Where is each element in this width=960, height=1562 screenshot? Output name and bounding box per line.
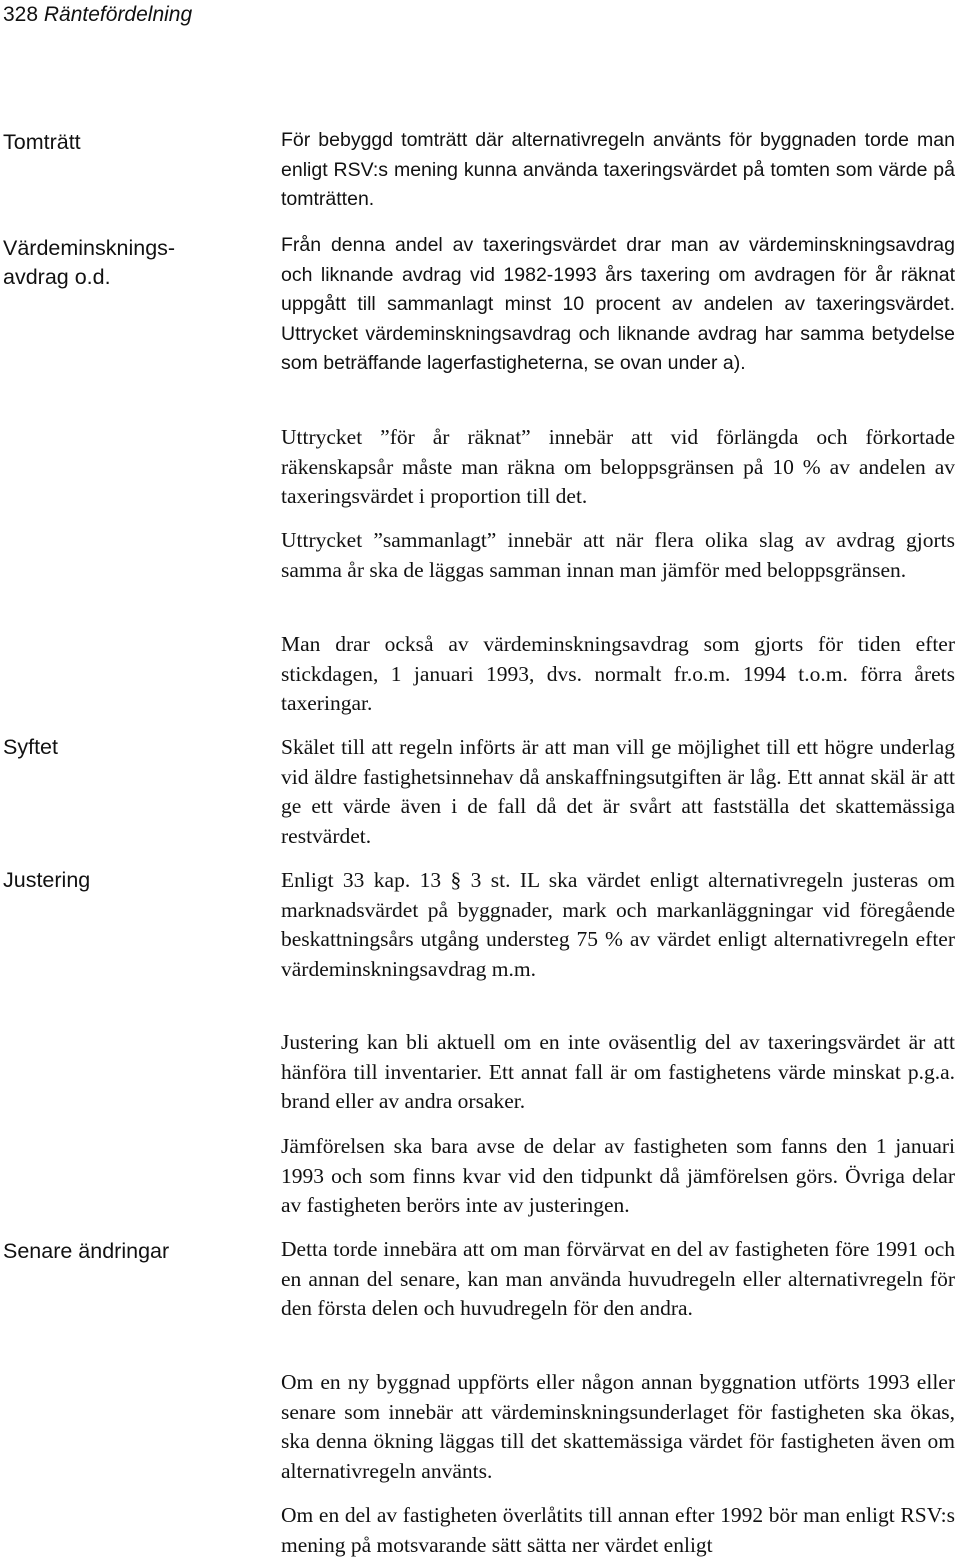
paragraph-senare-andringar: Detta torde innebära att om man förvärvat en del av fastigheten före 1991 och en annan del senare, kan man använda huvudregeln eller alternativregeln för den första delen och huvudregeln för den andra. <box>281 1237 955 1320</box>
paragraph-justering-inventarier: Justering kan bli aktuell om en inte oväsentlig del av taxeringsvärdet är att hänföra till inventarier. Ett annat fall är om fastighetens värde minskat p.g.a. brand eller av andra orsaker. <box>281 1030 955 1113</box>
page-number: 328 <box>3 3 39 26</box>
paragraph-jamforelsen: Jämförelsen ska bara avse de delar av fastigheten som fanns den 1 januari 1993 och som finns kvar vid den tidpunkt då jämförelsen görs. Övriga delar av fastigheten berörs inte av justeringen. <box>281 1134 955 1217</box>
margin-heading-senare-andringar: Senare ändringar <box>3 1239 170 1263</box>
paragraph-syftet: Skälet till att regeln införts är att man vill ge möjlighet till ett högre underlag vid äldre fastighetsinnehav då anskaffningsutgiften är låg. Ett annat skäl är att ge ett värde även i de fall då det är svårt att fastställa det skattemässiga restvärdet. <box>281 735 955 848</box>
running-section-title: Räntefördelning <box>43 3 193 26</box>
paragraph-overlatits: Om en del av fastigheten överlåtits till annan efter 1992 bör man enligt RSV:s mening på motsvarande sätt sätta ner värdet enligt <box>281 1503 955 1557</box>
margin-heading-vardeminskning-line1: Värdeminsknings- <box>3 236 176 260</box>
paragraph-justering-lagrum: Enligt 33 kap. 13 § 3 st. IL ska värdet enligt alternativregeln justeras om marknadsvärdet på byggnader, mark och markanläggningar vid föregående beskattningsårs utgång understeg 75 % av värdet enligt alternativregeln efter värdeminskningsavdrag m.m. <box>281 868 955 981</box>
paragraph-tomtratt: För bebyggd tomträtt där alternativregeln använts för byggnaden torde man enligt RSV:s mening kunna använda taxeringsvärdet på tomten som värde på tomträtten. <box>281 129 955 210</box>
margin-heading-justering: Justering <box>3 868 91 892</box>
paragraph-vardeminskning: Från denna andel av taxeringsvärdet drar man av värdeminskningsavdrag och liknande avdrag vid 1982-1993 års taxering om avdragen för år räknat uppgått till sammanlagt minst 10 procent av andelen av taxeringsvärdet. Uttrycket värdeminskningsavdrag och liknande avdrag har samma betydelse som beträffande lagerfastigheterna, se ovan under a). <box>281 234 955 374</box>
page-header <box>3 0 192 30</box>
paragraph-stickdagen: Man drar också av värdeminskningsavdrag som gjorts för tiden efter stickdagen, 1 januari 1993, dvs. normalt fr.o.m. 1994 t.o.m. förra årets taxeringar. <box>281 632 955 715</box>
margin-heading-syftet: Syftet <box>3 735 58 759</box>
paragraph-for-ar-raknat: Uttrycket ”för år räknat” innebär att vid förlängda och förkortade räkenskapsår måste man räkna om beloppsgränsen på 10 % av andelen av taxeringsvärdet i proportion till det. <box>281 425 955 508</box>
margin-heading-vardeminskning-line2: avdrag o.d. <box>3 265 111 289</box>
paragraph-sammanlagt: Uttrycket ”sammanlagt” innebär att när flera olika slag av avdrag gjorts samma år ska de läggas samman innan man jämför med beloppsgränsen. <box>281 528 955 582</box>
paragraph-ny-byggnad: Om en ny byggnad uppförts eller någon annan byggnation utförts 1993 eller senare som innebär att värdeminskningsunderlaget för fastigheten ska ökas, ska denna ökning läggas till det skattemässiga värdet för fastigheten även om alternativregeln använts. <box>281 1370 955 1483</box>
margin-heading-tomtratt: Tomträtt <box>3 130 81 154</box>
